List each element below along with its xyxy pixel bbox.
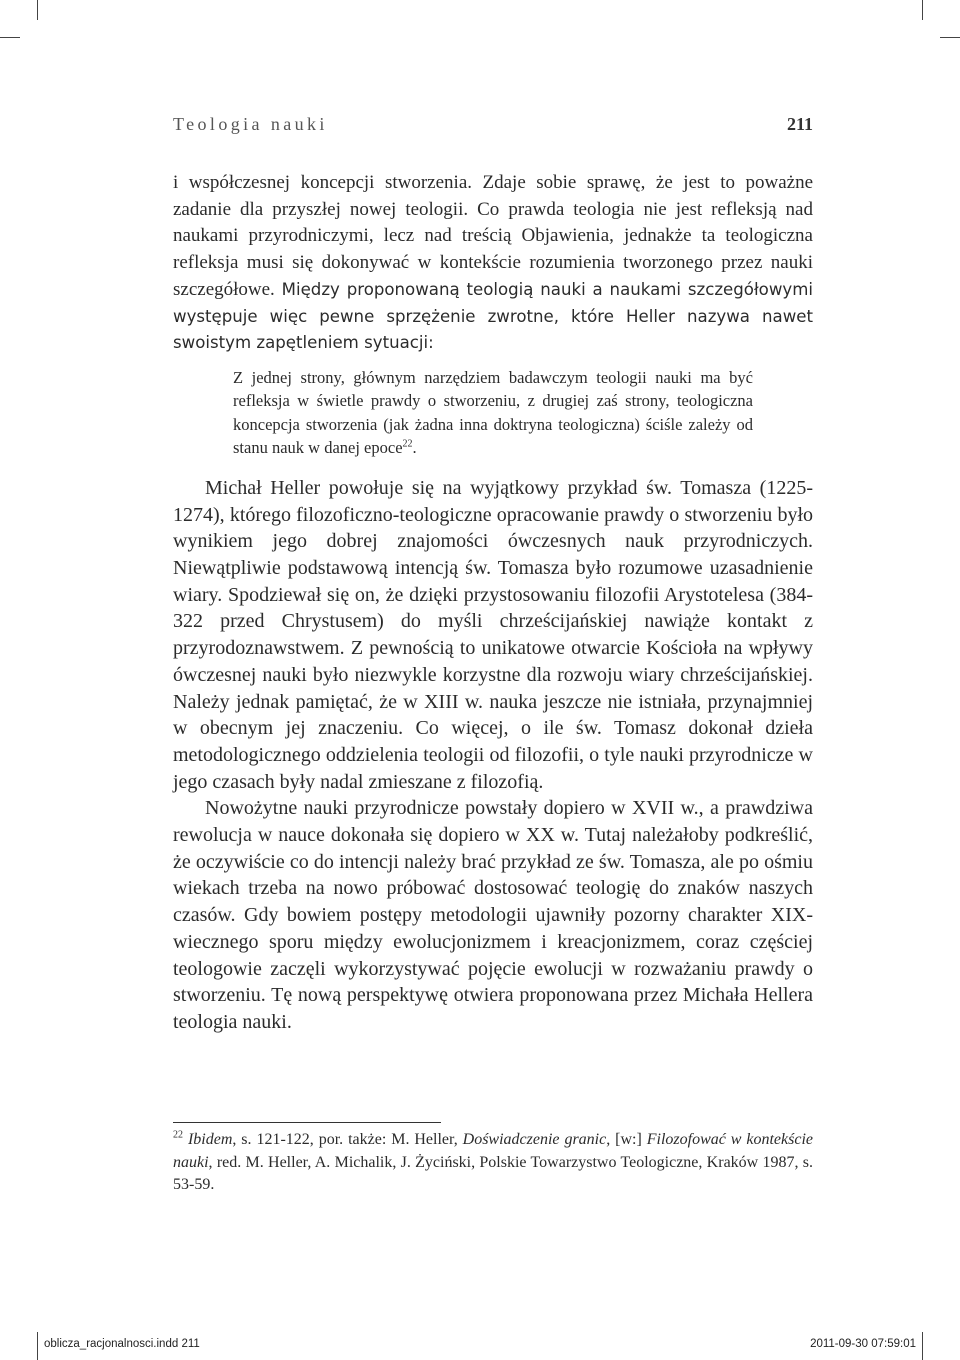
slug-file: oblicza_racjonalnosci.indd 211 bbox=[44, 1338, 200, 1350]
main-text bbox=[173, 170, 813, 1036]
paragraph-1-rest: Między proponowaną teologią nauki a naukami szczegółowymi występuje więc pewne sprzężenie zwrotne, które Heller nazywa nawet swoistym zapętleniem sytuacji: bbox=[173, 279, 813, 353]
slug-divider-left bbox=[37, 1332, 38, 1360]
slug-divider-right bbox=[922, 1332, 923, 1360]
footnote-number: 22 bbox=[173, 1129, 183, 1141]
paragraph-2: Michał Heller powołuje się na wyjątkowy przykład św. Tomasza (1225-1274), którego filozoficzno-teologiczne opracowanie prawdy o stworzeniu było wynikiem jego dobrej znajomości ówczesnych nauk przyrodniczych. Niewątpliwie podstawową intencją św. Tomasza było rozumowe uzasadnienie wiary. Spodziewał się on, że dzięki przystosowaniu filozofii Arystotelesa (384-322 przed Chrystusem) do myśli chrześcijańskiej nawiąże kontakt z przyrodoznawstwem. Z pewnością to unikatowe otwarcie Kościoła na wpływy ówczesnej nauki było niezwykle korzystne dla rozwoju wiary chrześcijańskiej. Należy jednak pamiętać, że w XIII w. nauka jeszcze nie istniała, przynajmniej w obecnym jej znaczeniu. Co więcej, o ile św. Tomasz dokonał dzieła metodologicznego oddzielenia teologii od filozofii, o tyle nauki przyrodnicze w jego czasach były nadal zmieszane z filozofią. bbox=[173, 476, 813, 793]
running-head-title: Teologia nauki bbox=[173, 114, 328, 134]
paragraph-1-lead: i współczesnej koncepcji stworzenia. Zdaje sobie sprawę, że jest to poważne zadanie dla przyszłej nowej teologii. Co prawda teologia nie jest refleksją nad naukami przyrodniczymi, lecz nad treścią Objawienia, jednakże ta teologiczna refleksja musi się dokonywać w kontekście rozumienia tworzonego przez nauki szczegółowe. bbox=[173, 172, 813, 300]
running-head bbox=[173, 114, 813, 135]
quote-text: Z jednej strony, głównym narzędziem badawczym teologii nauki ma być refleksja w świetle prawdy o stworzeniu, z drugiej zaś strony, teologiczna koncepcja stworzenia (jak żadna inna doktryna teologiczna) ściśle zależy od stanu nauk w danej epoce bbox=[233, 367, 753, 458]
footnote-book-1: Doświadczenie granic bbox=[462, 1131, 607, 1148]
paragraph-3: Nowożytne nauki przyrodnicze powstały dopiero w XVII w., a prawdziwa rewolucja w nauce dokonała się dopiero w XX w. Tutaj należałoby podkreślić, że oczywiście co do intencji należy brać przykład ze św. Tomasza, ale po ośmiu wiekach trzeba na nowo próbować dostosować teologię do znaków naszych czasów. Gdy bowiem postępy metodologii ujawniły pozorny charakter XIX-wiecznego sporu między ewolucjonizmem i kreacjonizmem, coraz częściej teologowie zaczęli wykorzystywać pojęcie ewolucji w rozważaniu prawdy o stworzeniu. Tę nową perspektywę otwiera proponowana przez Michała Hellera teologia nauki. bbox=[173, 797, 813, 1033]
block-quote bbox=[233, 366, 753, 460]
quote-end: . bbox=[412, 438, 417, 458]
footnote bbox=[173, 1129, 813, 1197]
footnote-text-2: , [w:] bbox=[606, 1131, 647, 1148]
footnote-text-3: , red. M. Heller, A. Michalik, J. Życiński, Polskie Towarzystwo Teologiczne, Kraków 1987, s. 53-59. bbox=[173, 1153, 813, 1193]
crop-mark-top-right bbox=[940, 37, 960, 38]
crop-mark-top-right-v bbox=[922, 0, 923, 20]
footnote-ref: 22 bbox=[402, 438, 413, 450]
footnote-book-2: Filozofować w kontekście nauki bbox=[173, 1131, 813, 1171]
footnote-ibidem: Ibidem bbox=[187, 1131, 233, 1148]
paragraph-1 bbox=[173, 170, 813, 357]
footnote-rule bbox=[173, 1122, 441, 1123]
crop-mark-top-left-v bbox=[37, 0, 38, 20]
page-number: 211 bbox=[786, 114, 813, 134]
slug-timestamp: 2011-09-30 07:59:01 bbox=[810, 1338, 916, 1350]
footnote-text-1: , s. 121-122, por. także: M. Heller, bbox=[232, 1131, 463, 1148]
crop-mark-top-left bbox=[0, 37, 20, 38]
